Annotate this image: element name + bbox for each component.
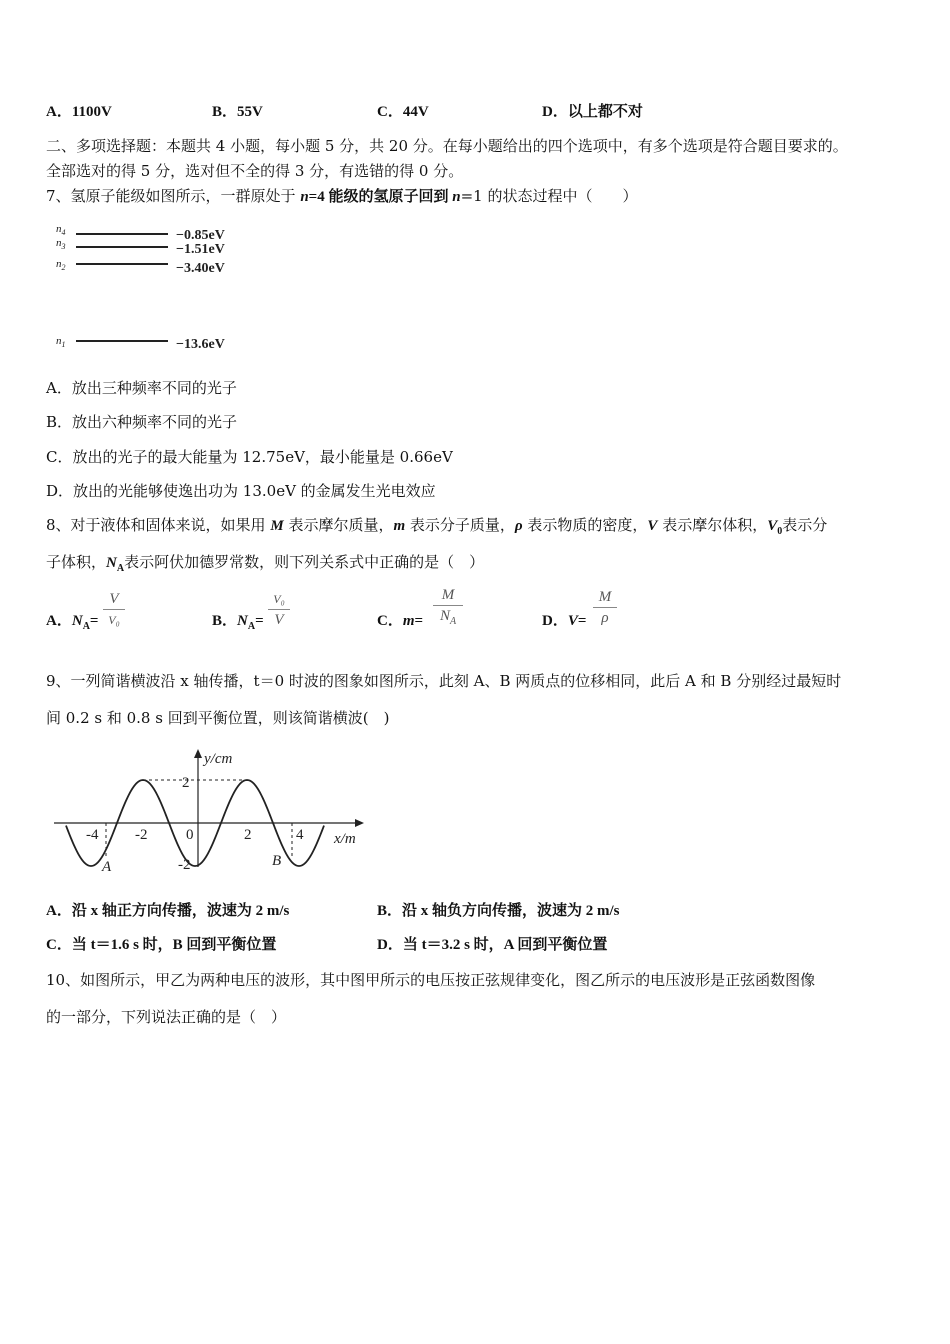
q9-option-d: D．当 t＝3.2 s 时，A 回到平衡位置 [377,937,608,953]
q8-option-d-fraction: M ρ [593,589,617,626]
q8-option-c-fraction: M $N_A$ [433,587,463,630]
q9-option-c: C．当 t＝1.6 s 时，B 回到平衡位置 [46,937,277,953]
level-energy-n2: −3.40eV [176,261,225,276]
q8-option-c: C．m= [377,613,424,629]
section2-line1: 二、多项选择题：本题共 4 小题，每小题 5 分，共 20 分。在每小题给出的四个选项中，有多个选项是符合题目要求的。 [46,137,848,155]
q7-stem: 7、氢原子能级如图所示，一群原处于 n=4 能级的氢原子回到 n=1 的状态过程中（ ） [46,187,638,205]
q7-option-c: C．放出的光子的最大能量为 12.75eV，最小能量是 0.66eV [46,448,453,466]
q6-option-b: B．55V [212,104,263,120]
q6-option-a: A．1100V [46,104,112,120]
level-energy-n4: −0.85eV [176,228,225,243]
wave-graph [46,745,376,875]
q6-option-c: C．44V [377,104,429,120]
q10-stem-line2: 的一部分，下列说法正确的是（ ） [46,1008,287,1026]
q9-stem-line1: 9、一列简谐横波沿 x 轴传播，t＝0 时波的图象如图所示，此刻 A、B 两质点的位移相同，此后 A 和 B 分别经过最短时 [46,672,842,690]
q9-option-b: B．沿 x 轴负方向传播，波速为 2 m/s [377,903,620,919]
q8-option-a: A．$N_A=$ [46,613,99,632]
x-tick-neg2: -2 [135,827,148,843]
x-tick-0: 0 [186,827,194,843]
q8-option-b-fraction: V₀ V [268,591,290,628]
energy-level-diagram [46,220,266,360]
q7-option-b: B．放出六种频率不同的光子 [46,413,238,431]
x-tick-4: 4 [296,827,304,843]
level-label-n2: $n_2$ [56,258,66,272]
q9-option-a: A．沿 x 轴正方向传播，波速为 2 m/s [46,903,290,919]
level-label-n1: $n_1$ [56,335,66,349]
level-label-n4: $n_4$ [56,223,66,237]
q8-option-b: B．$N_A=$ [212,613,264,632]
point-a-label: A [102,859,112,875]
level-energy-n3: −1.51eV [176,242,225,257]
q8-stem-line2: 子体积，$N_A$表示阿伏加德罗常数，则下列关系式中正确的是（ ） [46,553,485,574]
q7-option-a: A．放出三种频率不同的光子 [46,379,237,397]
x-axis-label: x/m [334,831,356,847]
level-energy-n1: −13.6eV [176,337,225,352]
y-tick-neg2: -2 [178,857,191,873]
point-b-label: B [272,853,282,869]
x-tick-neg4: -4 [86,827,99,843]
q8-option-d: D．V= [542,613,587,629]
x-tick-2: 2 [244,827,252,843]
y-tick-2: 2 [182,775,190,791]
q8-stem-line1: 8、对于液体和固体来说，如果用 M 表示摩尔质量，m 表示分子质量，ρ 表示物质的密度，V 表示摩尔体积，$V_0$表示分 [46,516,828,537]
y-axis-arrow [194,749,202,758]
section2-line2: 全部选对的得 5 分，选对但不全的得 3 分，有选错的得 0 分。 [46,162,464,180]
x-axis-arrow [355,819,364,827]
level-label-n3: $n_3$ [56,237,66,251]
q6-option-d: D．以上都不对 [542,104,643,120]
q8-option-a-fraction: V V₀ [103,591,125,628]
q9-stem-line2: 间 0.2 s 和 0.8 s 回到平衡位置，则该简谐横波( ) [46,709,390,727]
y-axis-label: y/cm [204,751,233,767]
q10-stem-line1: 10、如图所示，甲乙为两种电压的波形，其中图甲所示的电压按正弦规律变化，图乙所示的电压波形是正弦函数图像 [46,971,816,989]
q7-option-d: D．放出的光能够使逸出功为 13.0eV 的金属发生光电效应 [46,482,436,500]
